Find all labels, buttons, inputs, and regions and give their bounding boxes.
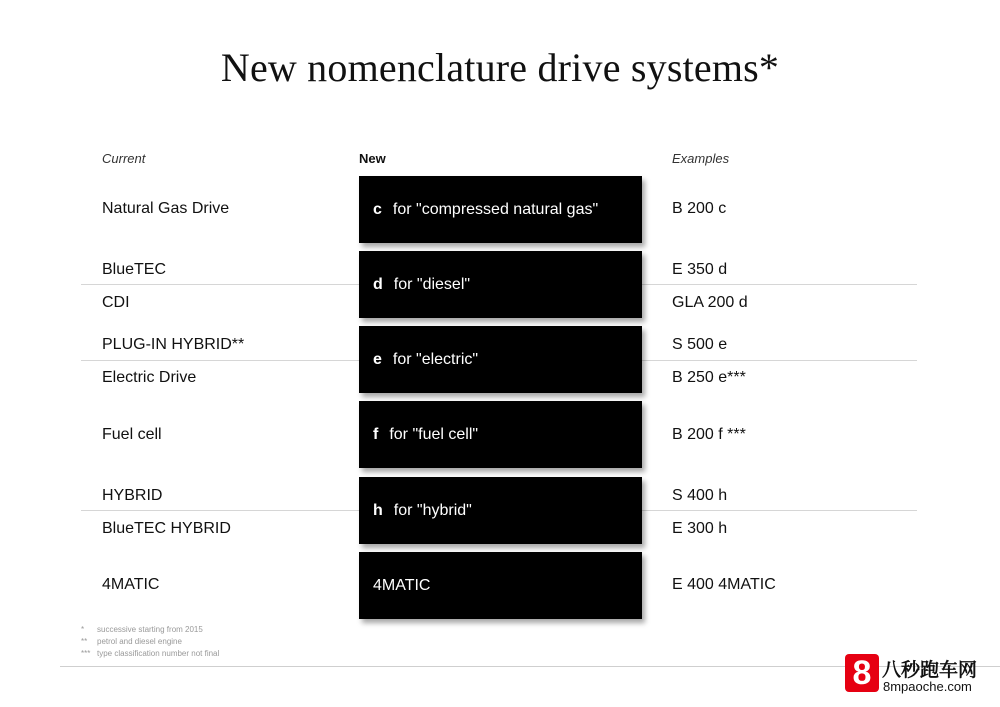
watermark-name: 八秒跑车网 [882,659,978,681]
example-model: E 300 h [672,520,728,537]
new-code-letter: d [373,275,383,293]
watermark-logo [845,654,879,692]
new-code-meaning: for "compressed natural gas" [392,200,599,218]
footnote-text: type classification number not final [97,649,220,658]
example-model: B 200 c [672,200,727,217]
new-code-box [359,477,642,544]
watermark-badge-glyph: 8 [852,654,872,692]
new-code-letter: 4MATIC [373,576,431,594]
example-model: E 350 d [672,261,728,278]
new-code-box [359,176,642,243]
footnote-text: petrol and diesel engine [97,637,182,646]
footnote-mark: *** [81,649,91,658]
footnote [81,649,219,658]
watermark-url: 8mpaoche.com [883,679,972,694]
current-name: HYBRID [102,487,163,504]
new-code-meaning: for "fuel cell" [389,425,479,443]
new-code-meaning: for "diesel" [393,275,471,293]
new-code-box [359,401,642,468]
current-name: BlueTEC HYBRID [102,520,231,537]
example-model: GLA 200 d [672,294,748,311]
header-current: Current [102,151,146,166]
new-code-box [359,326,642,393]
new-code-meaning: for "electric" [392,350,479,368]
footnote-text: successive starting from 2015 [97,625,203,634]
new-code-letter: e [373,350,382,368]
header-new: New [359,151,386,166]
current-name: Electric Drive [102,369,197,386]
new-code-meaning: for "hybrid" [393,501,472,519]
current-name: BlueTEC [102,261,167,278]
current-name: PLUG-IN HYBRID** [102,336,245,353]
page-title: New nomenclature drive systems* [220,45,780,90]
footnote [81,637,182,646]
example-model: E 400 4MATIC [672,576,776,593]
new-code-letter: h [373,501,383,519]
footnote [81,625,203,634]
new-code-box [359,552,642,619]
footnote-mark: ** [81,637,88,646]
example-model: S 500 e [672,336,728,353]
current-name: Natural Gas Drive [102,200,230,217]
example-model: S 400 h [672,487,728,504]
new-code-letter: f [373,425,379,443]
current-name: Fuel cell [102,426,162,443]
new-code-box [359,251,642,318]
current-name: 4MATIC [102,576,160,593]
current-name: CDI [102,294,130,311]
footnote-mark: * [81,625,85,634]
new-code-letter: c [373,200,382,218]
header-examples: Examples [672,151,730,166]
example-model: B 200 f *** [672,426,746,443]
example-model: B 250 e*** [672,369,746,386]
